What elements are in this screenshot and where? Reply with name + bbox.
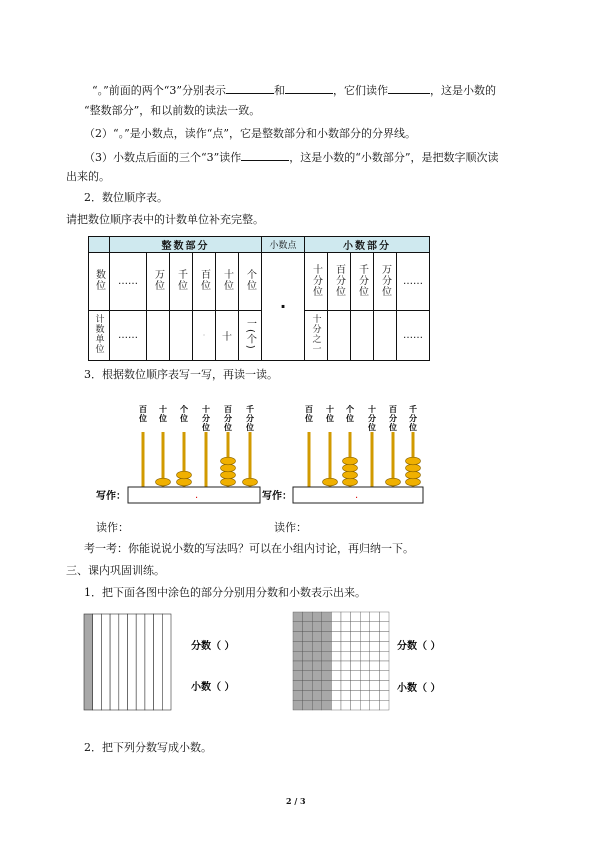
- abacus-right-bead-2-0: [343, 478, 358, 486]
- abacus-right-label-1-char: 位: [326, 414, 334, 423]
- row-label-unit: [89, 311, 110, 361]
- line4-text-b: ，这是小数的“小数部分”，是把数字顺次读: [289, 151, 499, 164]
- abacus-left-bead-2-0: [177, 478, 192, 486]
- abacus-right-label-4-char: 百: [389, 405, 397, 414]
- grid-cell-7-9: [360, 700, 370, 710]
- unit-tenth: [305, 311, 328, 361]
- grid-cell-3-7: [322, 681, 332, 691]
- para-line-1: [92, 82, 496, 98]
- abacus-right-bead-5-1: [406, 471, 421, 479]
- grid-cell-0-2: [293, 632, 303, 642]
- grid-cell-7-7: [360, 681, 370, 691]
- int-ellipsis-1: ……: [110, 253, 147, 311]
- place-shi-text: 十位: [221, 269, 233, 291]
- abacus-left-bead-4-2: [221, 464, 236, 472]
- line1-text-a: “。”前面的两个“3”分别表示: [92, 84, 226, 97]
- grid-cell-4-4: [331, 651, 341, 661]
- grid-cell-8-7: [370, 681, 380, 691]
- place-tenth: [305, 253, 328, 311]
- grid-cell-7-4: [360, 651, 370, 661]
- int-ellipsis-2: ……: [110, 311, 147, 361]
- grid-cell-0-8: [293, 690, 303, 700]
- grid-cell-4-9: [331, 700, 341, 710]
- grid-cell-3-3: [322, 641, 332, 651]
- abacus-right-dot: .: [355, 490, 359, 501]
- place-ten-thousandth-text: 万分位: [379, 263, 391, 297]
- abacus-right-bead-5-0: [406, 478, 421, 486]
- abacus-right-label-5-char: 千: [409, 405, 417, 414]
- grid-cell-0-6: [293, 671, 303, 681]
- grid-cell-7-5: [360, 661, 370, 671]
- grid-cell-3-5: [322, 661, 332, 671]
- read-label-right: 读作：: [274, 521, 307, 534]
- row-label-unit-text: 计数单位: [93, 314, 104, 354]
- abacus-right-label-2-char: 个: [346, 405, 354, 414]
- grid-cell-5-0: [341, 612, 351, 622]
- unit-qian[interactable]: [170, 311, 193, 361]
- place-qian: [170, 253, 193, 311]
- abacus-left: [138, 404, 258, 487]
- grid-cell-9-3: [379, 641, 389, 651]
- abacus-right-write-label: 写作：: [262, 491, 292, 502]
- abacus-left-bead-4-3: [221, 457, 236, 465]
- exercise-1-title: 1．把下面各图中涂色的部分分别用分数和小数表示出来。: [84, 586, 366, 599]
- grid-cell-0-0: [293, 612, 303, 622]
- unit-hundredth[interactable]: [328, 311, 351, 361]
- grid-cell-1-8: [303, 690, 313, 700]
- grid-cell-2-3: [312, 641, 322, 651]
- grid-cell-9-9: [379, 700, 389, 710]
- abacus-left-dot: .: [195, 490, 199, 501]
- abacus-right-bead-2-3: [343, 457, 358, 465]
- grid-cell-8-8: [370, 690, 380, 700]
- row-label-place: [89, 253, 110, 311]
- grid-cell-0-4: [293, 651, 303, 661]
- grid-cell-4-6: [331, 671, 341, 681]
- grid-cell-3-8: [322, 690, 332, 700]
- grid-cell-6-9: [351, 700, 361, 710]
- decimal-label-1: 小数（ ）: [191, 682, 235, 693]
- place-value-table: [88, 236, 430, 361]
- abacus-right-label-0-char: 位: [305, 414, 313, 423]
- abacus-right-label-0-char: 百: [305, 405, 313, 414]
- abacus-left-label-4-char: 位: [224, 423, 232, 432]
- abacus-left-label-1-char: 位: [159, 414, 167, 423]
- abacus-left-base: [128, 487, 260, 503]
- abacus-left-bead-4-1: [221, 471, 236, 479]
- page-number: 2 / 3: [286, 796, 306, 806]
- grid-cell-1-5: [303, 661, 313, 671]
- think-prompt: 考一考：你能说说小数的写法吗？可以在小组内讨论，再归纳一下。: [84, 542, 414, 555]
- grid-cell-1-0: [303, 612, 313, 622]
- strip-cell-3: [110, 614, 119, 710]
- section-three-title: 三、课内巩固训练。: [66, 564, 165, 577]
- grid-cell-1-3: [303, 641, 313, 651]
- grid-cell-7-8: [360, 690, 370, 700]
- abacus-left-bead-4-0: [221, 478, 236, 486]
- strip-cell-7: [145, 614, 154, 710]
- line1-text-d: ，这是小数的: [430, 84, 496, 97]
- grid-cell-2-5: [312, 661, 322, 671]
- para-line-2: “整数部分”，和以前数的读法一致。: [84, 104, 261, 117]
- grid-cell-5-3: [341, 641, 351, 651]
- decimal-label-2: 小数（ ）: [397, 683, 441, 694]
- abacus-right-label-3-char: 位: [368, 423, 376, 432]
- grid-cell-7-1: [360, 622, 370, 632]
- abacus-right-label-3-char: 十: [368, 405, 376, 414]
- grid-cell-4-1: [331, 622, 341, 632]
- grid-cell-3-2: [322, 632, 332, 642]
- grid-cell-5-5: [341, 661, 351, 671]
- abacus-right-label-5-char: 分: [409, 414, 417, 423]
- abacus-left-rod-0: [142, 432, 145, 487]
- section-3-title: 3．根据数位顺序表写一写，再读一读。: [84, 368, 278, 381]
- place-ge-text: 个位: [244, 269, 256, 291]
- grid-cell-2-1: [312, 622, 322, 632]
- blank-4[interactable]: [241, 149, 289, 161]
- grid-cell-1-6: [303, 671, 313, 681]
- abacus-left-bead-5-0: [243, 478, 258, 486]
- place-wan-text: 万位: [152, 269, 164, 291]
- grid-cell-0-7: [293, 681, 303, 691]
- grid-cell-0-9: [293, 700, 303, 710]
- abacus-right-label-4-char: 位: [389, 423, 397, 432]
- grid-cell-1-2: [303, 632, 313, 642]
- abacus-left-label-2-char: 位: [180, 414, 188, 423]
- blank-2[interactable]: [285, 82, 333, 94]
- decimal-point-cell: ·: [262, 253, 305, 361]
- grid-cell-8-9: [370, 700, 380, 710]
- line1-text-c: ，它们读作: [333, 84, 388, 97]
- blank-1[interactable]: [226, 82, 274, 94]
- unit-wan[interactable]: [147, 311, 170, 361]
- grid-cell-6-8: [351, 690, 361, 700]
- place-wan: [147, 253, 170, 311]
- decimal-point-header: 小数点: [262, 237, 305, 253]
- grid-cell-4-8: [331, 690, 341, 700]
- grid-cell-7-3: [360, 641, 370, 651]
- decimal-part-header: 小数部分: [305, 237, 430, 253]
- grid-cell-4-7: [331, 681, 341, 691]
- abacus-left-label-3-char: 分: [202, 414, 210, 423]
- abacus-left-label-5-char: 位: [246, 423, 254, 432]
- grid-cell-3-4: [322, 651, 332, 661]
- strip-cell-4: [119, 614, 128, 710]
- abacus-right: [304, 404, 421, 487]
- abacus-left-label-4-char: 百: [224, 405, 232, 414]
- dec-ellipsis-1: ……: [397, 253, 430, 311]
- abacus-right-label-2-char: 位: [346, 414, 354, 423]
- strip-cell-9: [162, 614, 171, 710]
- section-2-title: 2．数位顺序表。: [84, 191, 168, 204]
- grid-cell-5-1: [341, 622, 351, 632]
- integer-part-header: 整数部分: [110, 237, 262, 253]
- grid-cell-6-6: [351, 671, 361, 681]
- place-thousandth-text: 千分位: [356, 263, 368, 297]
- grid-cell-7-0: [360, 612, 370, 622]
- grid-cell-5-9: [341, 700, 351, 710]
- para-line-3: （2）“。”是小数点，读作“点”，它是整数部分和小数部分的分界线。: [84, 127, 416, 140]
- abacus-left-bead-2-1: [177, 471, 192, 479]
- abacus-right-bead-5-3: [406, 457, 421, 465]
- abacus-right-bead-1-0: [323, 478, 338, 486]
- abacus-right-label-3-char: 分: [368, 414, 376, 423]
- grid-cell-9-8: [379, 690, 389, 700]
- grid-cell-6-5: [351, 661, 361, 671]
- strip-cell-0: [84, 614, 93, 710]
- abacus-left-bead-1-0: [156, 478, 171, 486]
- grid-cell-1-1: [303, 622, 313, 632]
- unit-ten-thousandth[interactable]: [374, 311, 397, 361]
- blank-3[interactable]: [388, 82, 430, 94]
- grid-figure: [293, 612, 389, 710]
- grid-cell-8-6: [370, 671, 380, 681]
- grid-cell-9-2: [379, 632, 389, 642]
- place-tenth-text: 十分位: [310, 263, 322, 297]
- unit-bai-mark: ·: [202, 331, 206, 340]
- grid-cell-2-7: [312, 681, 322, 691]
- grid-cell-9-7: [379, 681, 389, 691]
- dec-ellipsis-2: ……: [397, 311, 430, 361]
- abacus-left-label-0-char: 位: [139, 414, 147, 423]
- grid-cell-4-3: [331, 641, 341, 651]
- abacus-left-label-2-char: 个: [180, 405, 188, 414]
- grid-cell-8-4: [370, 651, 380, 661]
- abacus-right-rod-3: [371, 432, 374, 487]
- grid-cell-8-5: [370, 661, 380, 671]
- grid-cell-1-7: [303, 681, 313, 691]
- grid-cell-6-3: [351, 641, 361, 651]
- grid-cell-6-0: [351, 612, 361, 622]
- line1-text-b: 和: [274, 84, 285, 97]
- grid-cell-3-0: [322, 612, 332, 622]
- abacus-figure: [0, 392, 595, 522]
- grid-cell-8-3: [370, 641, 380, 651]
- grid-cell-2-8: [312, 690, 322, 700]
- grid-cell-1-4: [303, 651, 313, 661]
- grid-cell-9-5: [379, 661, 389, 671]
- read-label-left: 读作：: [96, 521, 129, 534]
- para-line-4: [84, 149, 499, 165]
- line4-text-a: （3）小数点后面的三个“3”读作: [84, 151, 242, 164]
- grid-cell-6-1: [351, 622, 361, 632]
- strip-cell-2: [101, 614, 110, 710]
- abacus-right-label-4-char: 分: [389, 414, 397, 423]
- grid-cell-4-5: [331, 661, 341, 671]
- grid-cell-5-7: [341, 681, 351, 691]
- corner-cell: [89, 237, 110, 253]
- grid-cell-5-8: [341, 690, 351, 700]
- grid-cell-7-6: [360, 671, 370, 681]
- grid-cell-9-1: [379, 622, 389, 632]
- abacus-left-label-3-char: 十: [202, 405, 210, 414]
- grid-cell-3-1: [322, 622, 332, 632]
- unit-shi[interactable]: 十: [216, 311, 239, 361]
- grid-cell-0-1: [293, 622, 303, 632]
- place-thousandth: [351, 253, 374, 311]
- abacus-right-bead-5-2: [406, 464, 421, 472]
- place-bai-text: 百位: [198, 269, 210, 291]
- para-line-5: 出来的。: [66, 170, 110, 183]
- unit-thousandth[interactable]: [351, 311, 374, 361]
- grid-cell-6-4: [351, 651, 361, 661]
- grid-cell-0-3: [293, 641, 303, 651]
- abacus-right-rod-0: [308, 432, 311, 487]
- grid-cell-8-0: [370, 612, 380, 622]
- unit-tenth-text: 十分之一: [310, 314, 321, 354]
- fraction-label-1: 分数（ ）: [191, 641, 235, 652]
- strip-figure: [84, 614, 171, 710]
- grid-cell-2-4: [312, 651, 322, 661]
- grid-cell-2-6: [312, 671, 322, 681]
- grid-cell-0-5: [293, 661, 303, 671]
- strip-cell-8: [154, 614, 163, 710]
- grid-cell-4-2: [331, 632, 341, 642]
- grid-cell-6-7: [351, 681, 361, 691]
- grid-cell-8-1: [370, 622, 380, 632]
- unit-ge: [239, 311, 262, 361]
- grid-cell-6-2: [351, 632, 361, 642]
- abacus-left-label-5-char: 千: [246, 405, 254, 414]
- place-ge: [239, 253, 262, 311]
- grid-cell-5-4: [341, 651, 351, 661]
- section-2-instruction: 请把数位顺序表中的计数单位补充完整。: [66, 213, 264, 226]
- grid-cell-9-4: [379, 651, 389, 661]
- abacus-left-label-5-char: 分: [246, 414, 254, 423]
- abacus-left-label-1-char: 十: [159, 405, 167, 414]
- shading-figures: [0, 608, 595, 718]
- strip-cell-6: [136, 614, 145, 710]
- place-qian-text: 千位: [175, 269, 187, 291]
- strip-cell-1: [93, 614, 102, 710]
- abacus-left-label-4-char: 分: [224, 414, 232, 423]
- grid-cell-7-2: [360, 632, 370, 642]
- unit-bai[interactable]: [193, 311, 216, 361]
- place-shi: [216, 253, 239, 311]
- grid-cell-3-6: [322, 671, 332, 681]
- grid-cell-2-0: [312, 612, 322, 622]
- grid-cell-1-9: [303, 700, 313, 710]
- abacus-right-bead-2-1: [343, 471, 358, 479]
- place-hundredth: [328, 253, 351, 311]
- abacus-left-rod-3: [205, 432, 208, 487]
- abacus-left-label-3-char: 位: [202, 423, 210, 432]
- abacus-left-label-0-char: 百: [139, 405, 147, 414]
- place-hundredth-text: 百分位: [333, 263, 345, 297]
- grid-cell-5-6: [341, 671, 351, 681]
- abacus-right-label-5-char: 位: [409, 423, 417, 432]
- row-label-place-text: 数位: [93, 269, 105, 291]
- unit-ge-text: 一(个): [244, 318, 256, 350]
- grid-cell-8-2: [370, 632, 380, 642]
- grid-cell-5-2: [341, 632, 351, 642]
- grid-cell-2-2: [312, 632, 322, 642]
- grid-cell-9-0: [379, 612, 389, 622]
- exercise-2-title: 2．把下列分数写成小数。: [84, 741, 212, 754]
- abacus-right-bead-4-0: [386, 478, 401, 486]
- abacus-right-bead-2-2: [343, 464, 358, 472]
- grid-cell-2-9: [312, 700, 322, 710]
- grid-cell-3-9: [322, 700, 332, 710]
- place-ten-thousandth: [374, 253, 397, 311]
- place-bai: [193, 253, 216, 311]
- grid-cell-4-0: [331, 612, 341, 622]
- grid-cell-9-6: [379, 671, 389, 681]
- strip-cell-5: [128, 614, 137, 710]
- fraction-label-2: 分数（ ）: [397, 641, 441, 652]
- abacus-left-write-label: 写作：: [96, 491, 126, 502]
- abacus-right-label-1-char: 十: [326, 405, 334, 414]
